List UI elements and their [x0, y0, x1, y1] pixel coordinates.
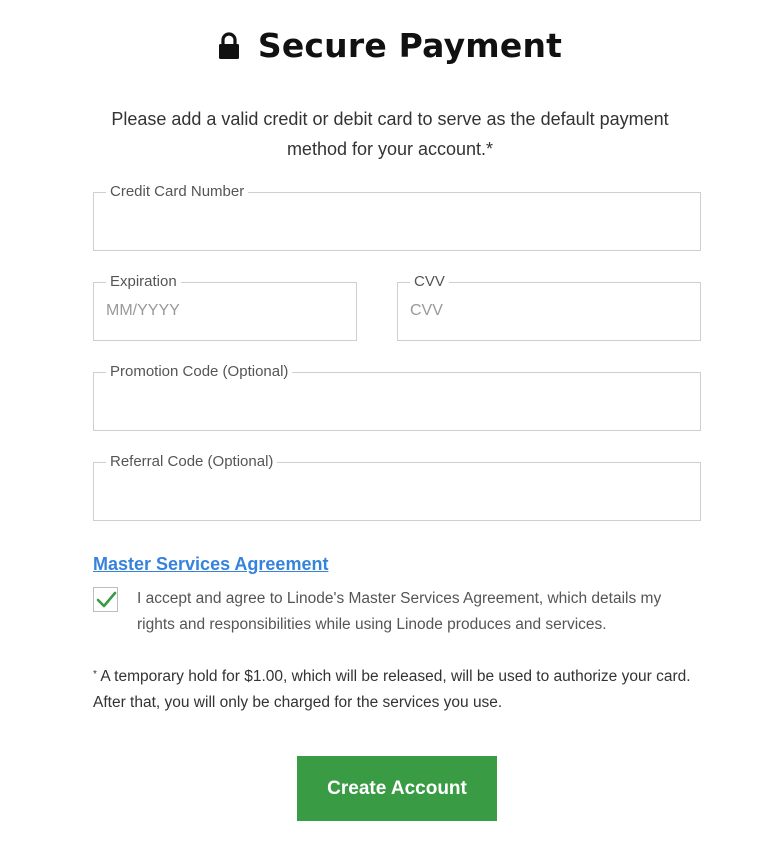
- create-account-button[interactable]: Create Account: [297, 756, 497, 821]
- hold-note: [93, 664, 703, 716]
- promotion-code-label: Promotion Code (Optional): [110, 363, 289, 380]
- promotion-code-field: [93, 363, 701, 431]
- promotion-code-input[interactable]: [106, 381, 688, 421]
- cvv-input[interactable]: [410, 291, 688, 331]
- master-services-agreement-link[interactable]: Master Services Agreement: [93, 554, 329, 574]
- expiration-input[interactable]: [106, 291, 344, 331]
- expiration-label: Expiration: [110, 273, 177, 290]
- hold-note-text: A temporary hold for $1.00, which will be released, will be used to authorize your card. After that, you will only be charged for the services you use.: [93, 668, 691, 711]
- cvv-label: CVV: [414, 273, 445, 290]
- cvv-field: [397, 273, 701, 341]
- page-title: Secure Payment: [257, 26, 563, 65]
- credit-card-input[interactable]: [106, 201, 688, 241]
- expiration-field: [93, 273, 357, 341]
- referral-code-field: [93, 453, 701, 521]
- page-header: [0, 26, 780, 65]
- lock-icon: [218, 32, 240, 60]
- agreement-checkbox[interactable]: [93, 587, 118, 612]
- credit-card-field: [93, 183, 701, 251]
- intro-text: Please add a valid credit or debit card to serve as the default payment method for your account.*: [111, 109, 669, 159]
- referral-code-label: Referral Code (Optional): [110, 453, 274, 470]
- footnote-marker: *: [93, 669, 97, 680]
- referral-code-input[interactable]: [106, 471, 688, 511]
- agreement-text: I accept and agree to Linode's Master Services Agreement, which details my rights and responsibilities while using Linode produces and services.: [137, 590, 662, 633]
- credit-card-label: Credit Card Number: [110, 183, 245, 200]
